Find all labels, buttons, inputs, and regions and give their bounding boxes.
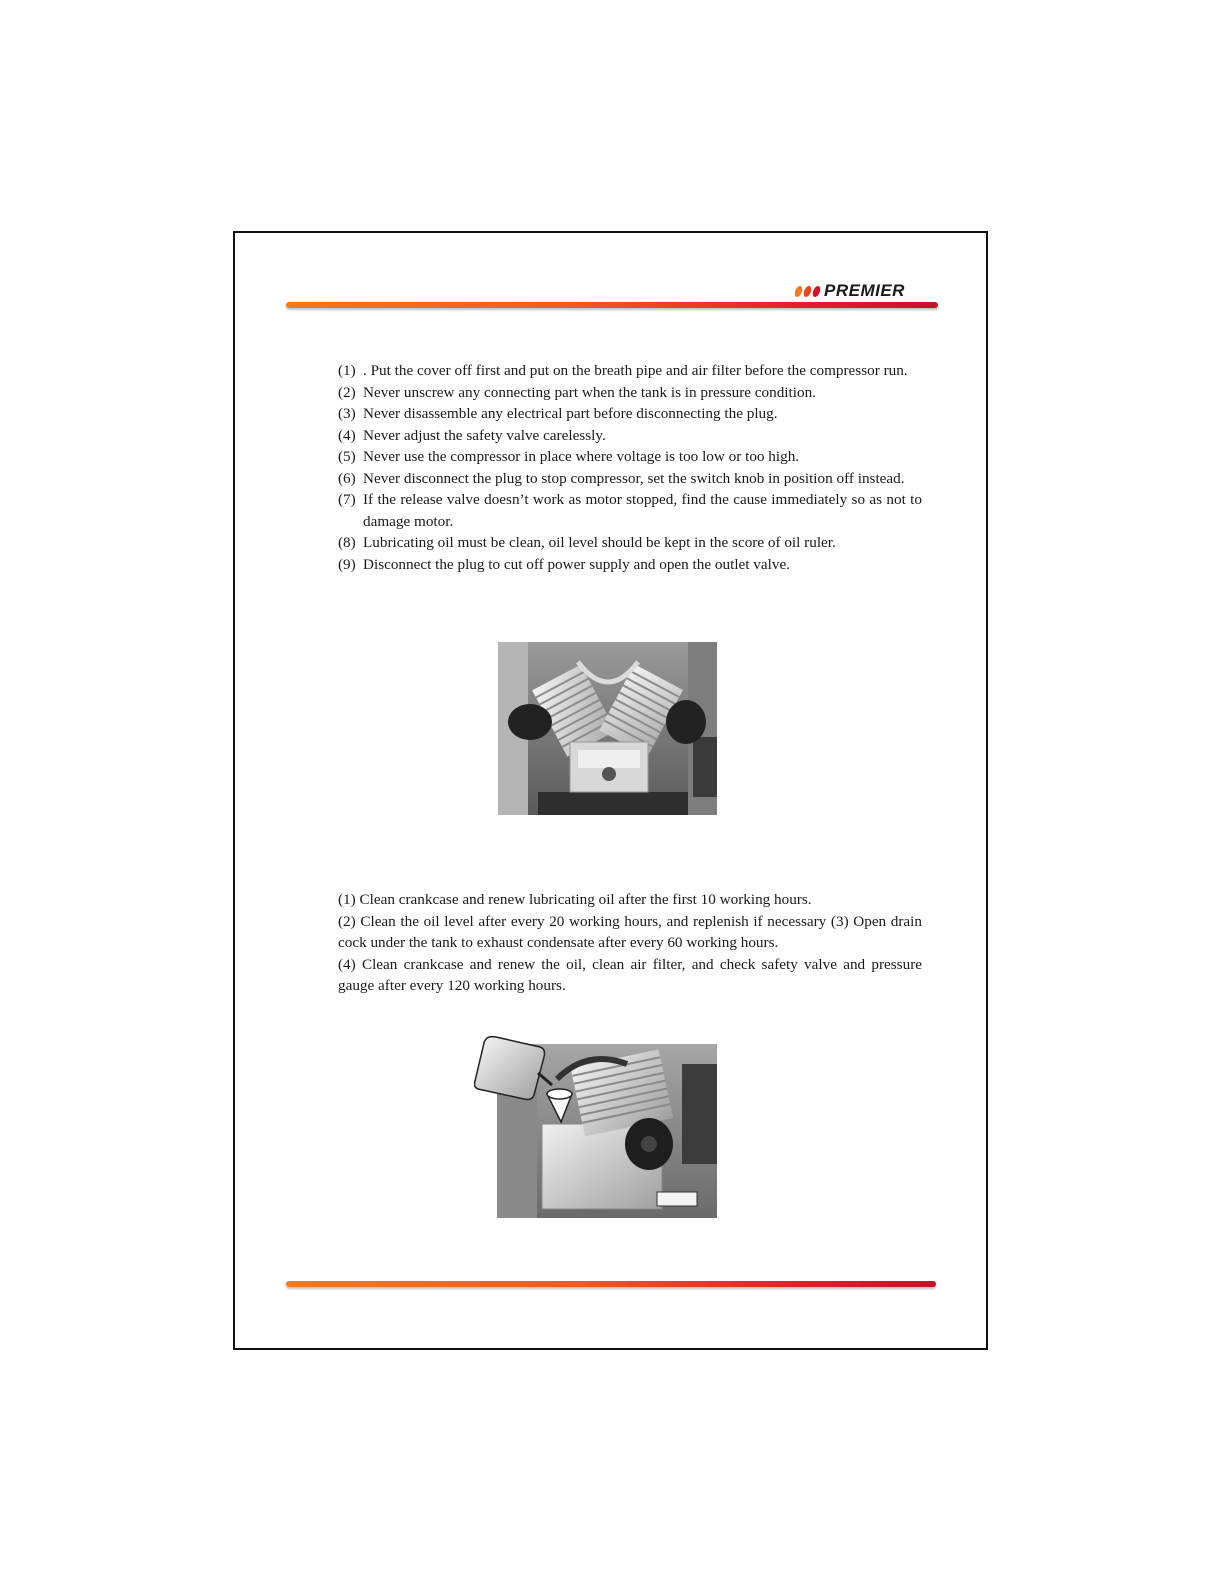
list-text: If the release valve doesn’t work as motor stopped, find the cause immediately so as not to damage motor. (363, 491, 922, 530)
maintenance-section (338, 889, 922, 997)
compressor-head-photo (498, 642, 717, 815)
list-number: (1) (338, 362, 356, 379)
list-item (338, 382, 922, 404)
footer-rule (286, 1281, 936, 1287)
list-text: Never disconnect the plug to stop compressor, set the switch knob in position off instead. (363, 469, 905, 487)
brand-logo (795, 281, 905, 301)
list-item (338, 489, 922, 532)
safety-list (338, 360, 922, 575)
list-item (338, 554, 922, 576)
logo-dot-1 (794, 286, 804, 297)
logo-dot-3 (812, 286, 822, 297)
list-text: . Put the cover off first and put on the breath pipe and air filter before the compressor run. (363, 362, 908, 379)
list-item (338, 403, 922, 425)
list-number: (9) (338, 555, 356, 573)
list-number: (6) (338, 469, 356, 487)
oil-can-icon (474, 1033, 554, 1101)
list-number: (2) (338, 383, 356, 401)
list-text: Disconnect the plug to cut off power supply and open the outlet valve. (363, 555, 790, 573)
maintenance-paragraph: (2) Clean the oil level after every 20 working hours, and replenish if necessary (3) Open drain cock under the tank to exhaust condensate after every 60 working hours. (338, 912, 922, 951)
list-number: (3) (338, 405, 356, 422)
list-text: Never unscrew any connecting part when the tank is in pressure condition. (363, 383, 816, 401)
header-rule (286, 302, 938, 308)
list-text: Never disassemble any electrical part before disconnecting the plug. (363, 405, 778, 422)
list-text: Lubricating oil must be clean, oil level should be kept in the score of oil ruler. (363, 534, 836, 551)
maintenance-paragraph: (1) Clean crankcase and renew lubricating oil after the first 10 working hours. (338, 891, 812, 908)
list-text: Never adjust the safety valve carelessly. (363, 426, 606, 444)
compressor-head-illustration (498, 642, 717, 815)
list-item (338, 425, 922, 447)
list-item (338, 446, 922, 468)
list-number: (7) (338, 491, 356, 508)
list-item (338, 468, 922, 490)
list-number: (4) (338, 426, 356, 444)
maintenance-paragraph: (4) Clean crankcase and renew the oil, clean air filter, and check safety valve and pressure gauge after every 120 working hours. (338, 955, 922, 994)
list-number: (5) (338, 448, 356, 465)
list-item (338, 360, 922, 382)
logo-dot-2 (803, 286, 813, 297)
list-text: Never use the compressor in place where voltage is too low or too high. (363, 448, 800, 465)
list-item (338, 532, 922, 554)
brand-name: PREMIER (824, 281, 905, 300)
list-number: (8) (338, 534, 356, 551)
logo-dots-icon (795, 286, 820, 297)
